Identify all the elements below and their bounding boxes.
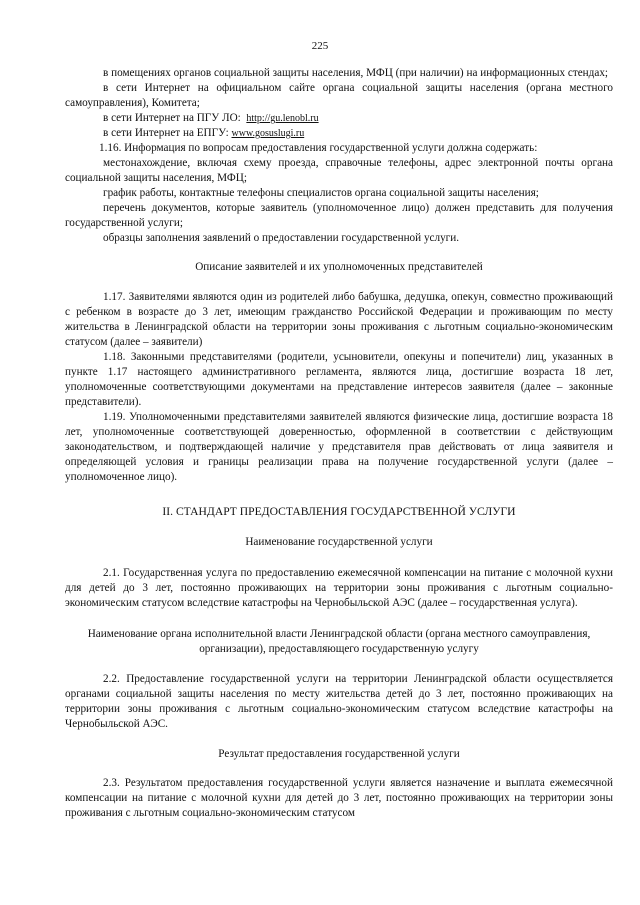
paragraph-documents-list: перечень документов, которые заявитель (уполномоченное лицо) должен представить для получения государственной услуги; (65, 202, 613, 229)
epgu-link[interactable]: www.gosuslugi.ru (231, 128, 305, 139)
document-body (65, 66, 613, 821)
paragraph-1-16: 1.16. Информация по вопросам предоставления государственной услуги должна содержать: (99, 142, 538, 154)
section-heading-authority: Наименование органа исполнительной власти Ленинградской области (органа местного самоуправления, организации), предоставляющего государственную услугу (87, 628, 591, 655)
chapter-heading-standard: II. СТАНДАРТ ПРЕДОСТАВЛЕНИЯ ГОСУДАРСТВЕННОЙ УСЛУГИ (162, 505, 516, 518)
paragraph-samples: образцы заполнения заявлений о предоставлении государственной услуги. (103, 232, 460, 244)
paragraph-1-19: 1.19. Уполномоченными представителями заявителей являются физические лица, достигшие возраста 18 лет, уполномоченные соответствующей доверенностью, оформленной в соответствии с действующим законодательством, и подтверждающей наличие у представителя прав действовать от лица заявителя и определяющей условия и границы реализации права на получение государственной услуги (далее – уполномоченное лицо). (65, 411, 613, 483)
paragraph-2-3: 2.3. Результатом предоставления государственной услуги является назначение и выплата ежемесячной компенсации на питание с молочной кухни для детей до 3 лет, постоянно проживающих на территории зоны проживания с льготным социально-экономическим статусом (65, 777, 613, 819)
paragraph-official-site: в сети Интернет на официальном сайте органа социальной защиты населения (органа местного самоуправления), Комитета; (65, 82, 613, 109)
section-heading-result: Результат предоставления государственной услуги (218, 748, 460, 760)
paragraph-1-17: 1.17. Заявителями являются один из родителей либо бабушка, дедушка, опекун, совместно проживающий с ребенком в возрасте до 3 лет, имеющим гражданство Российской Федерации и проживающим по месту жительства в Ленинградской области на территории зоны проживания с льготным социально-экономическим статусом (далее – заявители) (65, 291, 613, 348)
section-heading-applicants: Описание заявителей и их уполномоченных представителей (195, 261, 483, 273)
paragraph-schedule: график работы, контактные телефоны специалистов органа социальной защиты населения; (103, 187, 539, 199)
paragraph-location: местонахождение, включая схему проезда, справочные телефоны, адрес электронной почты органа социальной защиты населения, МФЦ; (65, 157, 613, 184)
epgu-label: в сети Интернет на ЕПГУ: (103, 127, 229, 139)
paragraph-2-2: 2.2. Предоставление государственной услуги на территории Ленинградской области осуществляется органами социальной защиты населения по месту жительства детей до 3 лет, постоянно проживающих на территории зоны проживания с льготным социально-экономическим статусом вследствие катастрофы на Чернобыльской АЭС. (65, 673, 613, 730)
paragraph-1-18: 1.18. Законными представителями (родители, усыновители, опекуны и попечители) лиц, указанных в пункте 1.17 настоящего административного регламента, являются лица, достигшие возраста 18 лет, уполномоченные соответствующими документами на представление интересов заявителя (далее – законные представители). (65, 351, 613, 408)
pgu-lo-link[interactable]: http://gu.lenobl.ru (246, 113, 319, 124)
pgu-lo-label: в сети Интернет на ПГУ ЛО: (103, 112, 241, 124)
page-number: 225 (311, 40, 329, 52)
paragraph-info-stands: в помещениях органов социальной защиты населения, МФЦ (при наличии) на информационных стендах; (103, 67, 609, 79)
paragraph-epgu (65, 126, 613, 141)
section-heading-service-name: Наименование государственной услуги (245, 536, 433, 548)
paragraph-2-1: 2.1. Государственная услуга по предоставлению ежемесячной компенсации на питание с молочной кухни для детей до 3 лет, постоянно проживающих на территории зоны проживания с льготным социально-экономическим статусом вследствие катастрофы на Чернобыльской АЭС (далее – государственная услуга). (65, 567, 613, 609)
paragraph-pgu-lo (65, 111, 613, 126)
